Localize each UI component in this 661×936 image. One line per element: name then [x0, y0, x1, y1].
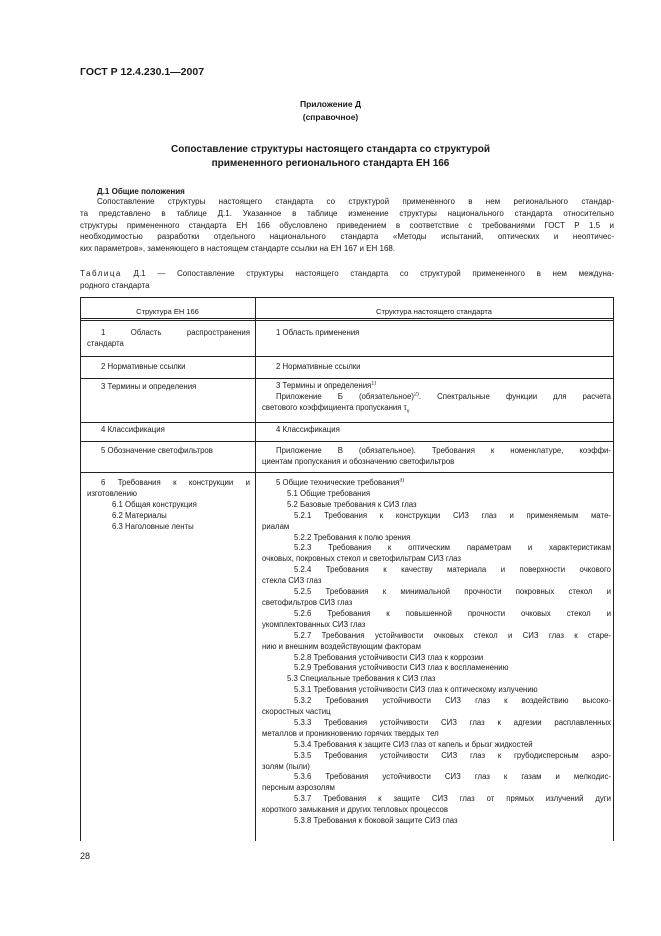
table-row-divider [80, 378, 614, 379]
table-row-right [262, 328, 611, 339]
table-row-divider [80, 356, 614, 357]
table-row-left [87, 446, 250, 457]
table-row-left [87, 328, 250, 350]
cell-line: риалам [262, 521, 290, 531]
cell-line: 6.1 Общая конструкция [112, 499, 197, 509]
cell-line: . Спектральные функции для расчета [418, 391, 611, 401]
cell-line: светофильтров СИЗ глаз [262, 597, 353, 607]
cell-line: 5.3.2 Требования устойчивости СИЗ глаз к воздействию высоко- [294, 696, 611, 706]
cell-line: 3 Термины и определения [101, 382, 197, 391]
cell-line: 5.2.2 Требования к полю зрения [294, 532, 411, 542]
cell-line: 5.2.8 Требования устойчивости СИЗ глаз к коррозии [294, 652, 484, 662]
cell-line: 4 Классификация [276, 425, 340, 434]
cell-line: короткого замыкания и других тепловых процессов [262, 805, 449, 815]
cell-line: персным аэрозолям [262, 783, 335, 793]
cell-line: 6.3 Наголовные ленты [112, 521, 194, 531]
table-row-right [262, 478, 611, 827]
table-row-divider [80, 422, 614, 423]
cell-line: светового коэффициента пропускания τ [262, 402, 407, 412]
cell-line: 5.3 Специальные требования к СИЗ глаз [287, 674, 436, 684]
cell-line: 5.2.1 Требования к конструкции СИЗ глаз и применяемым мате- [294, 510, 611, 520]
table-row-left [87, 382, 250, 393]
table-caption-line2: родного стандарта [80, 280, 150, 290]
table-border-top [80, 297, 614, 298]
cell-line: 2 Нормативные ссылки [276, 362, 361, 371]
cell-line: Приложение Б (обязательное) [276, 391, 414, 401]
cell-line: 5.2.9 Требования устойчивости СИЗ глаз к воспламенению [294, 663, 509, 673]
cell-line: 5.2.3 Требования к оптическим параметрам и характеристикам [294, 543, 611, 553]
cell-line: изготовлению [87, 488, 137, 498]
page-number: 28 [80, 851, 91, 861]
cell-line: 5.3.6 Требования устойчивости СИЗ глаз к газам и мелкодис- [294, 772, 611, 782]
cell-line: 5.3.8 Требования к боковой защите СИЗ глаз [294, 816, 458, 826]
section-paragraph [80, 196, 614, 255]
table-row-right [262, 362, 611, 373]
table-header-divider [80, 318, 614, 319]
cell-line: 3 Термины и определения [276, 381, 372, 390]
paragraph-line: та представлено в таблице Д.1. Указанное в таблице изменение структуры национального стандарта относительно [80, 208, 614, 218]
cell-line: 5.2.7 Требования устойчивости очковых стекол и СИЗ глаз к старе- [294, 630, 611, 640]
cell-line: 5.3.5 Требования устойчивости СИЗ глаз к грубодисперсным аэро- [294, 750, 611, 760]
subscript: v [406, 408, 410, 415]
doc-title-line1: Сопоставление структуры настоящего стандарта со структурой [171, 144, 490, 155]
section-heading: Д.1 Общие положения [97, 187, 185, 196]
cell-line: стандарта [87, 338, 124, 348]
cell-line: 5.2.6 Требования к повышенной прочности очковых стекол и [294, 608, 611, 618]
cell-line: стекла СИЗ глаз [262, 576, 322, 586]
cell-line: нию и внешним воздействующим факторам [262, 641, 421, 651]
cell-line: 5 Обозначение светофильтров [101, 446, 213, 455]
cell-line: 1 Область распространения [101, 328, 250, 337]
cell-line: 5.2.4 Требования к качеству материала и поверхности очкового [294, 565, 611, 575]
cell-line: очковых, покровных стекол и светофильтрам СИЗ глаз [262, 554, 461, 564]
cell-line: 5.3.4 Требования к защите СИЗ глаз от капель и брызг жидкостей [294, 739, 533, 749]
appendix-type: (справочное) [302, 112, 359, 122]
document-header: ГОСТ Р 12.4.230.1—2007 [80, 66, 205, 78]
table-row-right [262, 446, 611, 468]
cell-line: 4 Классификация [101, 425, 165, 434]
cell-line: 6 Требования к конструкции и [101, 478, 250, 487]
table-header-col2: Структура настоящего стандарта [376, 307, 492, 316]
paragraph-line: ких параметров», заменяющего в настоящем стандарте ссылки на ЕН 167 и ЕН 168. [80, 244, 396, 254]
table-caption-label: Таблица [80, 269, 122, 278]
table-row-right [262, 381, 611, 417]
doc-title-line2: примененного регионального стандарта ЕН 166 [211, 158, 450, 169]
paragraph-line: структуры примененного стандарта ЕН 166 обусловлено приведением в соответствие с требованиями ГОСТ Р 1.5 и [80, 220, 614, 230]
cell-line: металлов и проникновению горячих твердых тел [262, 728, 439, 738]
cell-line: 5.2 Базовые требования к СИЗ глаз [287, 499, 417, 509]
cell-line: скоростных частиц [262, 707, 331, 717]
table-row-divider [80, 441, 614, 442]
cell-line: 5.2.5 Требования к минимальной прочности покровных стекол и [294, 587, 611, 597]
table-header-col1: Структура ЕН 166 [136, 307, 199, 316]
cell-line: 5 Общие технические требования [276, 478, 400, 487]
cell-line: 6.2 Материалы [112, 510, 167, 520]
cell-line: золям (пыли) [262, 761, 310, 771]
table-row-left [87, 362, 250, 373]
footnote-marker: 2) [413, 391, 419, 398]
appendix-title: Приложение Д [299, 99, 362, 109]
cell-line: 5.1 Общие требования [287, 488, 371, 498]
cell-line: укомплектованных СИЗ глаз [262, 619, 366, 629]
cell-line: 5.3.1 Требования устойчивости СИЗ глаз к оптическому излучению [294, 685, 538, 695]
table-row-divider [80, 472, 614, 473]
paragraph-line: Сопоставление структуры настоящего стандарта со структурой примененного в нем регионального стандар- [97, 197, 614, 206]
cell-line: 1 Область применения [276, 328, 360, 337]
footnote-marker: 1) [371, 381, 377, 387]
footnote-marker: 3) [399, 478, 405, 484]
paragraph-line: необходимостью разработки отдельного национального стандарта «Методы испытаний, оптических и неоптичес- [80, 232, 614, 242]
cell-line: Приложение В (обязательное). Требования к номенклатуре, коэффи- [276, 446, 611, 455]
cell-line: 5.3.3 Требования устойчивости СИЗ глаз к адгезии расплавленных [294, 717, 611, 727]
table-row-right [262, 425, 611, 436]
table-caption-text: Д.1 — Сопоставление структуры настоящего стандарта со структурой примененного в нем междуна- [121, 269, 614, 278]
table-caption [80, 268, 614, 291]
table-row-left [87, 478, 250, 533]
cell-line: циентам пропускания и обозначению светофильтров [262, 456, 455, 466]
cell-line: 2 Нормативные ссылки [101, 362, 186, 371]
table-row-left [87, 425, 250, 436]
cell-line: 5.3.7 Требования к защите СИЗ глаз от прямых излучений дуги [294, 794, 611, 804]
table-header-divider [80, 320, 614, 321]
